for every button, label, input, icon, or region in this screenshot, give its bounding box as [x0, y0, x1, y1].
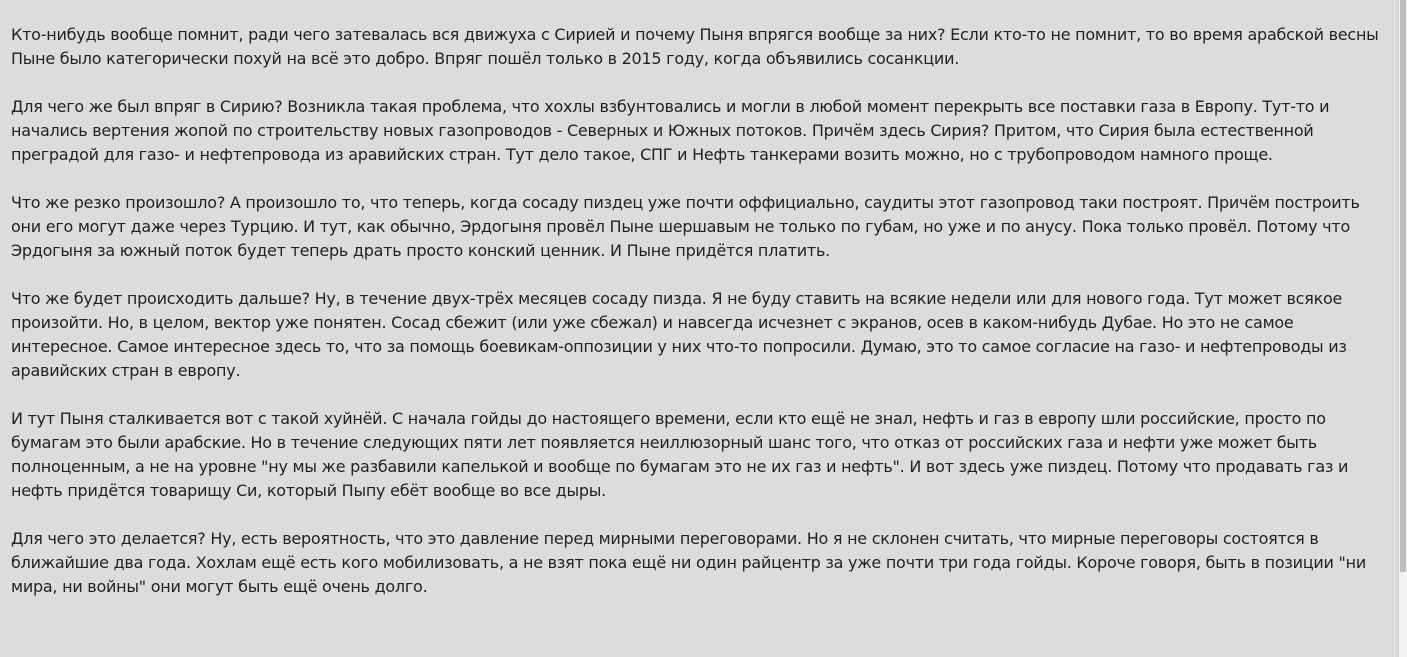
post-paragraph-2: Для чего же был впряг в Сирию? Возникла такая проблема, что хохлы взбунтовались и могли в любой момент перекрыть все поставки газа в Европу. Тут-то и начались вертения жопой по строительству новых газопроводов - Северных и Южных потоков. Причём здесь Сирия? Притом, что Сирия была естественной преградой для газо- и нефтепровода из аравийских стран. Тут дело такое, СПГ и Нефть танкерами возить можно, но с трубопроводом намного проще. [11, 97, 1330, 164]
vertical-scrollbar[interactable] [1398, 0, 1407, 657]
post-paragraph-6: Для чего это делается? Ну, есть вероятность, что это давление перед мирными переговорами. Но я не склонен считать, что мирные переговоры состоятся в ближайшие два года. Хохлам ещё есть кого мобилизовать, а не взят пока ещё ни один райцентр за уже почти три года гойды. Короче говоря, быть в позиции "ни мира, ни войны" они могут быть ещё очень долго. [11, 529, 1366, 596]
post-paragraph-5: И тут Пыня сталкивается вот с такой хуйнёй. С начала гойды до настоящего времени, если кто ещё не знал, нефть и газ в европу шли российские, просто по бумагам это были арабские. Но в течение следующих пяти лет появляется неиллюзорный шанс того, что отказ от российских газа и нефти уже может быть полноценным, а не на уровне "ну мы же разбавили капелькой и вообще по бумагам это не их газ и нефть". И вот здесь уже пиздец. Потому что продавать газ и нефть придётся товарищу Си, который Пыпу ебёт вообще во все дыры. [11, 409, 1349, 500]
scrollbar-thumb[interactable] [1400, 0, 1406, 572]
post-paragraph-1: Кто-нибудь вообще помнит, ради чего затевалась вся движуха с Сирией и почему Пыня впрягся вообще за них? Если кто-то не помнит, то во время арабской весны Пыне было категорически похуй на всё это добро. Впряг пошёл только в 2015 году, когда объявились сосанкции. [11, 25, 1379, 68]
post-paragraph-3: Что же резко произошло? А произошло то, что теперь, когда сосаду пиздец уже почти оффициально, саудиты этот газопровод таки построят. Причём построить они его могут даже через Турцию. И тут, как обычно, Эрдогыня провёл Пыне шершавым не только по губам, но уже и по анусу. Пока только провёл. Потому что Эрдогыня за южный поток будет теперь драть просто конский ценник. И Пыне придётся платить. [11, 193, 1360, 260]
post-paragraph-4: Что же будет происходить дальше? Ну, в течение двух-трёх месяцев сосаду пизда. Я не буду ставить на всякие недели или для нового года. Тут может всякое произойти. Но, в целом, вектор уже понятен. Сосад сбежит (или уже сбежал) и навсегда исчезнет с экранов, осев в каком-нибудь Дубае. Но это не самое интересное. Самое интересное здесь то, что за помощь боевикам-оппозиции у них что-то попросили. Думаю, это то самое согласие на газо- и нефтепроводы из аравийских стран в европу. [11, 289, 1347, 380]
